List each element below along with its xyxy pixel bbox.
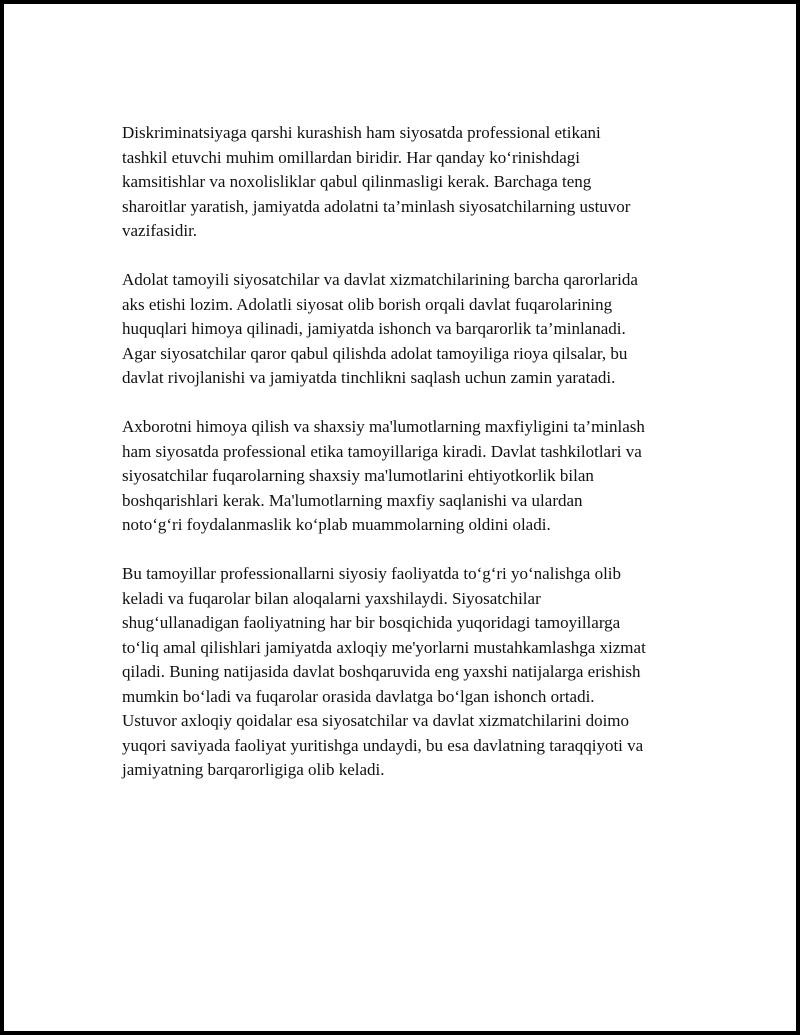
text-line: ham siyosatda professional etika tamoyillariga kiradi. Davlat tashkilotlari va (122, 441, 642, 461)
paragraph-4 (122, 562, 702, 783)
text-line: tashkil etuvchi muhim omillardan biridir. Har qanday ko‘rinishdagi (122, 147, 580, 167)
text-line: shug‘ullanadigan faoliyatning har bir bosqichida yuqoridagi tamoyillarga (122, 613, 621, 632)
text-line: noto‘g‘ri foydalanmaslik ko‘plab muammolarning oldini oladi. (122, 515, 551, 534)
paragraph-3 (122, 415, 702, 538)
paragraph-1 (122, 121, 702, 244)
text-line: mumkin bo‘ladi va fuqarolar orasida davlatga bo‘lgan ishonch ortadi. (122, 686, 595, 706)
text-line: boshqarishlari kerak. Ma'lumotlarning maxfiy saqlanishi va ulardan (122, 490, 583, 510)
text-line: to‘liq amal qilishlari jamiyatda axloqiy me'yorlarni mustahkamlashga xizmat (122, 637, 646, 657)
text-line: yuqori saviyada faoliyat yuritishga undaydi, bu esa davlatning taraqqiyoti va (122, 735, 644, 755)
text-line: Agar siyosatchilar qaror qabul qilishda adolat tamoyiliga rioya qilsalar, bu (122, 343, 628, 363)
text-line: sharoitlar yaratish, jamiyatda adolatni ta’minlash siyosatchilarning ustuvor (122, 196, 631, 216)
text-line: jamiyatning barqarorligiga olib keladi. (122, 760, 385, 779)
text-line: aks etishi lozim. Adolatli siyosat olib borish orqali davlat fuqarolarining (122, 294, 613, 314)
text-line: siyosatchilar fuqarolarning shaxsiy ma'lumotlarini ehtiyotkorlik bilan (122, 466, 594, 485)
text-line: Adolat tamoyili siyosatchilar va davlat xizmatchilarining barcha qarorlarida (122, 270, 638, 289)
text-line: Axborotni himoya qilish va shaxsiy ma'lumotlarning maxfiyligini ta’minlash (122, 417, 645, 436)
text-line: davlat rivojlanishi va jamiyatda tinchlikni saqlash uchun zamin yaratadi. (122, 368, 616, 387)
text-line: keladi va fuqarolar bilan aloqalarni yaxshilaydi. Siyosatchilar (122, 588, 541, 608)
text-line: Bu tamoyillar professionallarni siyosiy faoliyatda to‘g‘ri yo‘nalishga olib (122, 564, 622, 583)
text-line: Ustuvor axloqiy qoidalar esa siyosatchilar va davlat xizmatchilarini doimo (122, 711, 630, 730)
text-line: vazifasidir. (122, 221, 198, 240)
text-line: qiladi. Buning natijasida davlat boshqaruvida eng yaxshi natijalarga erishish (122, 662, 641, 681)
document-body (122, 121, 702, 807)
text-line: Diskriminatsiyaga qarshi kurashish ham siyosatda professional etikani (122, 123, 601, 142)
text-line: kamsitishlar va noxolisliklar qabul qilinmasligi kerak. Barchaga teng (122, 172, 592, 191)
text-line: huquqlari himoya qilinadi, jamiyatda ishonch va barqarorlik ta’minlanadi. (122, 319, 626, 338)
paragraph-2 (122, 268, 702, 391)
